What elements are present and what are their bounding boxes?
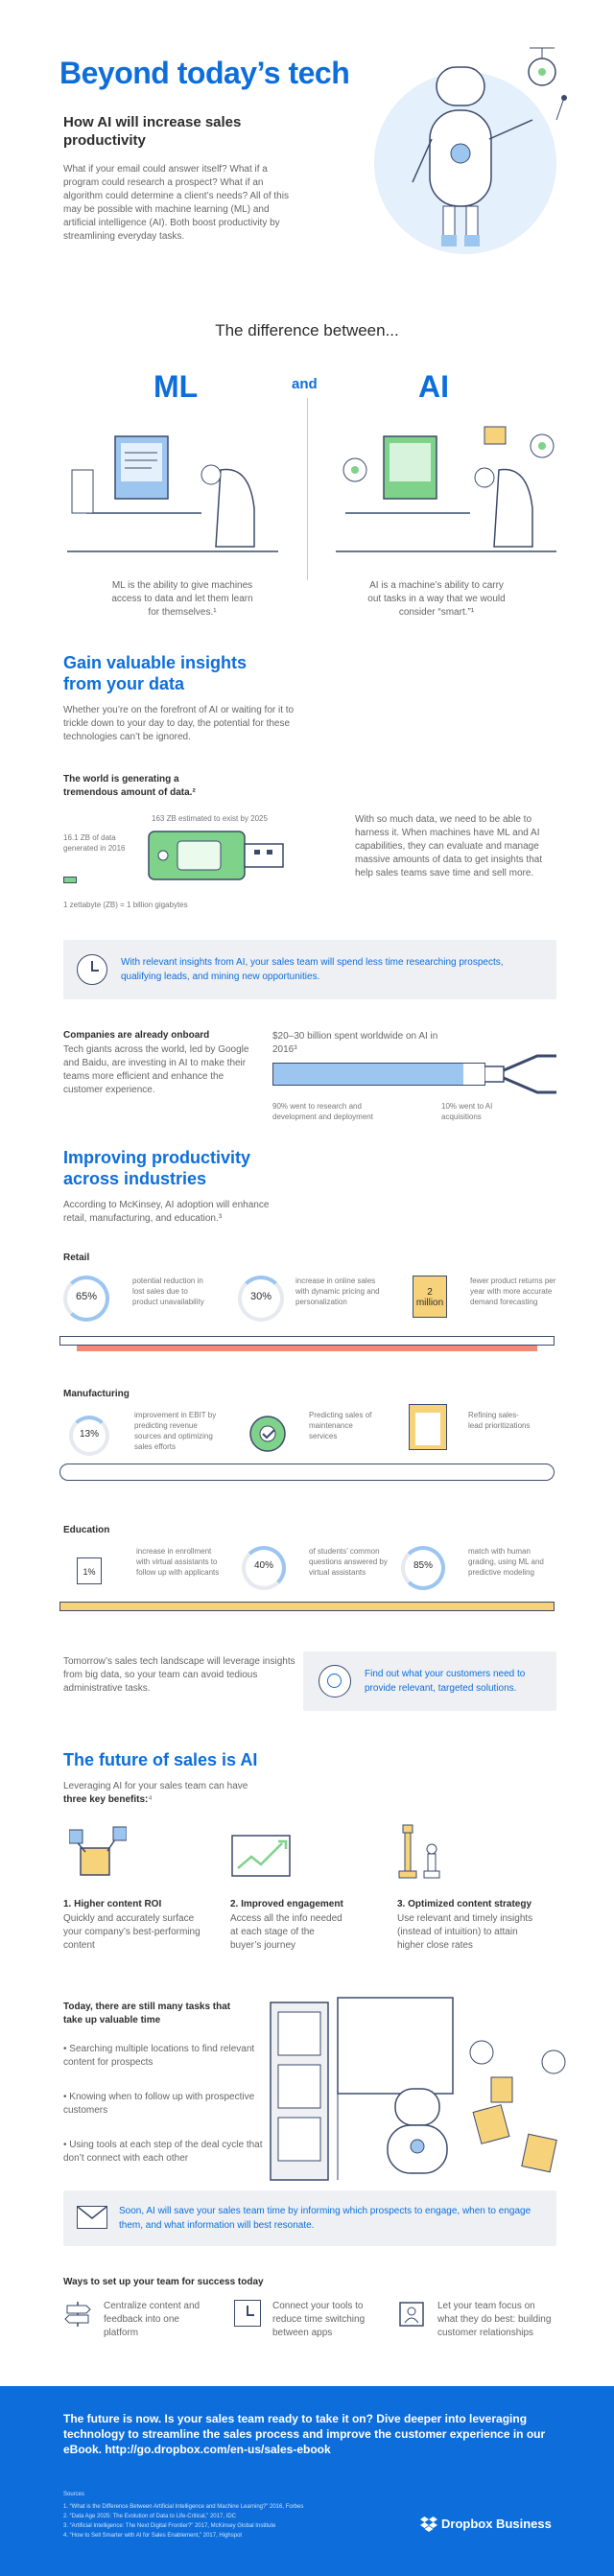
future-intro-a: Leveraging AI for your sales team can have	[63, 1781, 248, 1791]
timer-icon	[234, 2300, 261, 2327]
task-text-3: Using tools at each step of the deal cycle that don’t connect with each other	[63, 2140, 263, 2164]
education-value-1: 1%	[83, 1567, 96, 1577]
stopwatch-icon	[77, 954, 107, 985]
task-item-1: • Searching multiple locations to find relevant content for prospects	[63, 2044, 255, 2068]
retail-desc-1: potential reduction in lost sales due to product unavailability	[132, 1276, 204, 1306]
retail-shelf	[59, 1336, 555, 1346]
benefit-title-3: 3. Optimized content strategy	[397, 1899, 532, 1909]
retail-label: Retail	[63, 1253, 90, 1263]
ml-label: ML	[154, 369, 199, 404]
gear-icon	[244, 1410, 292, 1458]
filing-robot-illustration	[261, 1993, 587, 2185]
sources-label: Sources	[63, 2492, 85, 2497]
ml-description: ML is the ability to give machines access to data and let them learn for themselves.¹	[111, 580, 253, 618]
ai-label: AI	[418, 369, 449, 404]
manufacturing-value-1: 13%	[79, 1429, 99, 1440]
callout-save-time-text: Soon, AI will save your sales team time by informing which prospects to engage, when to engage them, and what information will best resonate.	[119, 2206, 531, 2231]
education-label: Education	[63, 1525, 110, 1535]
education-desc-3: match with human grading, using ML and predictive modeling	[468, 1547, 544, 1577]
robot-illustration	[365, 29, 604, 278]
task-text-2: Knowing when to follow up with prospective customers	[63, 2092, 255, 2116]
and-label: and	[292, 376, 318, 392]
setup-heading: Ways to set up your team for success today	[63, 2277, 264, 2287]
signpost-icon	[63, 2300, 92, 2329]
education-value-3: 85%	[413, 1560, 433, 1571]
hero-subtitle: How AI will increase sales productivity	[63, 114, 242, 149]
callout-insights-text: With relevant insights from AI, your sales team will spend less time researching prospects, qualifying leads, and mining new opportunities.	[121, 957, 504, 982]
manufacturing-label: Manufacturing	[63, 1389, 130, 1399]
callout-insights	[63, 940, 556, 999]
ai-illustration	[326, 422, 566, 566]
setup-item-2: Connect your tools to reduce time switching between apps	[272, 2301, 366, 2338]
conveyor-belt	[59, 1464, 555, 1481]
gripper-icon	[484, 1051, 561, 1097]
setup-item-1: Centralize content and feedback into one platform	[104, 2301, 201, 2338]
zb-2025-label: 163 ZB estimated to exist by 2025	[152, 814, 268, 823]
acq-label: 10% went to AI acquisitions	[441, 1102, 493, 1121]
future-intro	[63, 1780, 255, 1807]
data-heading: The world is generating a tremendous amount of data.²	[63, 774, 196, 798]
benefit-title-1: 1. Higher content ROI	[63, 1899, 162, 1909]
spend-text: $20–30 billion spent worldwide on AI in 2016³	[272, 1031, 438, 1055]
industries-body: According to McKinsey, AI adoption will enhance retail, manufacturing, and education.³	[63, 1200, 270, 1224]
retail-shelf-base	[77, 1346, 537, 1351]
rnd-label: 90% went to research and development and deployment	[272, 1102, 373, 1121]
harness-text: With so much data, we need to be able to harness it. When machines have ML and AI capabilities, they can evaluate and manage massive amounts of data to get insights that help sales teams save time and sell more.	[355, 814, 543, 878]
future-intro-b: three key benefits:	[63, 1794, 149, 1805]
difference-divider	[307, 398, 308, 580]
benefit-desc-2: Access all the info needed at each stage of the buyer’s journey	[230, 1913, 342, 1951]
manufacturing-desc-2: Predicting sales of maintenance services	[309, 1411, 372, 1440]
hero-body: What if your email could answer itself? What if a program could research a prospect? What if an algorithm could determine a client’s needs? All of this may be possible with machine learning (ML) and artificial intelligence (AI). Both boost productivity by streamlining everyday tasks.	[63, 164, 289, 242]
landscape-text: Tomorrow’s sales tech landscape will leverage insights from big data, so your team can avoid tedious administrative tasks.	[63, 1656, 295, 1694]
benefit-icon-2	[230, 1828, 297, 1880]
footer	[0, 2386, 614, 2576]
usb-drive-icon	[144, 827, 288, 884]
envelope-icon	[77, 2206, 107, 2229]
hero-title: Beyond today’s tech	[59, 56, 350, 90]
benefit-desc-1: Quickly and accurately surface your company’s best-performing content	[63, 1913, 201, 1951]
setup-item-3: Let your team focus on what they do best: building customer relationships	[437, 2301, 552, 2338]
chess-icon	[395, 1820, 443, 1882]
onboard-body: Tech giants across the world, led by Google and Baidu, are investing in AI to make their teams more efficient and enhance the customer experience.	[63, 1044, 249, 1095]
manufacturing-desc-3: Refining sales-lead prioritizations	[468, 1411, 531, 1430]
benefit-desc-3: Use relevant and timely insights (instead of intuition) to attain higher close rates	[397, 1913, 533, 1951]
dropbox-logo-icon	[420, 2517, 437, 2532]
task-item-2: • Knowing when to follow up with prospective customers	[63, 2092, 255, 2116]
benefit-title-2: 2. Improved engagement	[230, 1899, 343, 1909]
spend-bar	[272, 1063, 485, 1086]
manufacturing-desc-1: improvement in EBIT by predicting revenue sources and optimizing sales efforts	[134, 1411, 217, 1451]
retail-desc-2: increase in online sales with dynamic pricing and personalization	[295, 1276, 380, 1306]
desk-table	[59, 1602, 555, 1611]
retail-value-3: 2 million	[415, 1287, 444, 1308]
education-desc-2: of students’ common questions answered by virtual assistants	[309, 1547, 388, 1577]
people-icon	[397, 2300, 426, 2329]
source-item-4: 4. “How to Sell Smarter with AI for Sales Enablement,” 2017, Highspot	[63, 2533, 243, 2539]
education-desc-1: increase in enrollment with virtual assistants to follow up with applicants	[136, 1547, 220, 1577]
target-icon	[319, 1665, 351, 1698]
callout-customers	[303, 1651, 556, 1711]
brand-name: Dropbox Business	[441, 2517, 552, 2531]
source-item-2: 2. “Data Age 2025: The Evolution of Data to Life-Critical,” 2017, IDC	[63, 2514, 236, 2519]
benefit-icon-1	[69, 1824, 127, 1882]
callout-save-time	[63, 2190, 556, 2246]
ml-illustration	[58, 422, 288, 566]
small-usb-icon	[63, 877, 77, 883]
task-item-3: • Using tools at each step of the deal cycle that don’t connect with each other	[63, 2140, 263, 2164]
source-item-3: 3. “Artificial Intelligence: The Next Digital Frontier?” 2017, McKinsey Global Institute	[63, 2523, 276, 2529]
future-heading: The future of sales is AI	[63, 1750, 258, 1769]
retail-value-2: 30%	[249, 1291, 272, 1302]
insights-heading: Gain valuable insights from your data	[63, 653, 248, 693]
zb-2016-label: 16.1 ZB of data generated in 2016	[63, 833, 126, 853]
tasks-heading: Today, there are still many tasks that take up valuable time	[63, 2002, 231, 2026]
insights-body: Whether you’re on the forefront of AI or waiting for it to trickle down to your day to day, the potential for these technologies can’t be ignored.	[63, 705, 295, 742]
ai-description: AI is a machine’s ability to carry out tasks in a way that we would consider “smart.”¹	[367, 580, 506, 618]
onboard-heading: Companies are already onboard	[63, 1030, 210, 1041]
zb-definition: 1 zettabyte (ZB) = 1 billion gigabytes	[63, 901, 188, 909]
education-value-2: 40%	[253, 1560, 273, 1571]
callout-customers-text: Find out what your customers need to provide relevant, targeted solutions.	[365, 1669, 526, 1694]
footer-cta[interactable]: The future is now. Is your sales team ready to take it on? Dive deeper into leveraging technology to streamline the sales process and improve the customer experience in our eBook. http://go.dropbox.com/en-us/sales-ebook	[63, 2412, 546, 2456]
retail-value-1: 65%	[75, 1291, 98, 1302]
task-text-1: Searching multiple locations to find relevant content for prospects	[63, 2044, 255, 2068]
clipboard-icon	[409, 1404, 447, 1450]
source-item-1: 1. “What is the Difference Between Artificial Intelligence and Machine Learning?” 2016, Forbes	[63, 2504, 304, 2510]
future-intro-c: ⁴	[148, 1794, 153, 1805]
industries-heading: Improving productivity across industries	[63, 1148, 251, 1188]
retail-desc-3: fewer product returns per year with more accurate demand forecasting	[470, 1276, 556, 1306]
rnd-fill	[273, 1064, 463, 1085]
difference-heading: The difference between...	[215, 321, 399, 340]
